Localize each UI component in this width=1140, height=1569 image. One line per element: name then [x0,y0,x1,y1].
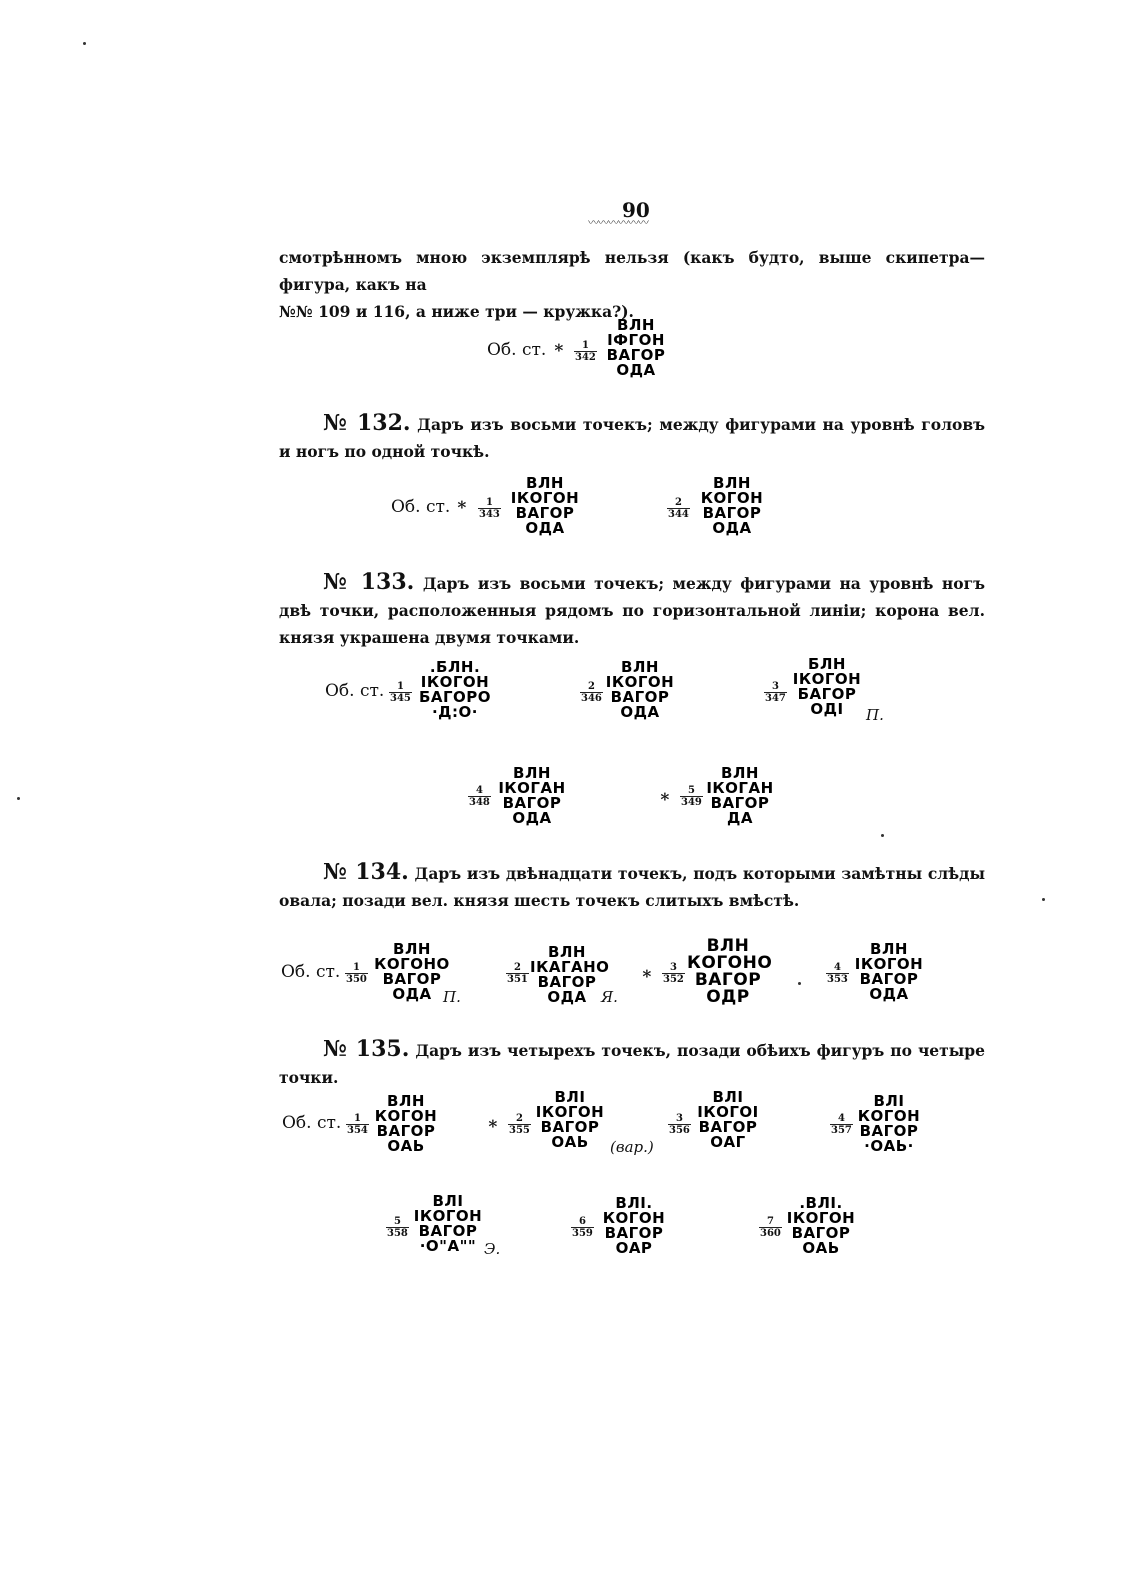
coin-line: ОДІ [810,700,844,718]
coin-line: ВАГОР [859,1122,919,1140]
frac-top: 1 [353,1113,361,1124]
coin-line: ОАЬ [802,1239,840,1257]
coin-line: ВЛН [387,1092,425,1110]
catalog-number [680,785,703,808]
source-note: Я. [601,988,618,1006]
coin-line: ІКОГОН [420,673,490,691]
coin-line: ВЛН [621,658,659,676]
coin-line: ІФГОН [607,331,665,349]
intro-paragraph [279,244,985,325]
stray-dot [798,982,801,985]
catalog-number [346,1113,369,1136]
coin-line: ВЛІ. [615,1194,653,1212]
ornament-rule: 〰〰〰〰〰〰 [588,216,648,229]
frac-bottom: 346 [581,693,602,704]
coin-line: ОДА [869,985,909,1003]
frac-bottom: 359 [572,1228,593,1239]
frac-top: 3 [675,1113,683,1124]
coin-line: БЛН [808,655,846,673]
coin-line: ІКОГОН [792,670,862,688]
catalog-number [830,1113,853,1136]
section-134-paragraph [279,859,985,914]
catalog-number [468,785,491,808]
coin-line: ВАГОР [694,970,762,990]
coin-line: ВЛІ [554,1088,586,1106]
intro-line-2: №№ 109 и 116, а ниже три — кружка?). [279,302,634,321]
frac-bottom: 351 [507,974,528,985]
coin-inscription [534,1090,606,1150]
coin-line: ВЛН [548,943,586,961]
catalog-number [580,681,603,704]
coin-line: ІКОГАН [706,779,774,797]
coin-line: ·ОАЬ· [864,1137,914,1155]
coin-inscription [852,942,926,1002]
coin-line: ВАГОР [710,794,770,812]
coin-inscription [370,1094,442,1154]
catalog-number [759,1216,782,1239]
coin-line: КОГОН [857,1107,921,1125]
asterisk-mark: ∗ [456,495,468,515]
source-note: П. [866,706,884,724]
asterisk-mark: ∗ [641,964,653,984]
source-note: Э. [484,1240,501,1258]
coin-line: КОГОНО [374,955,450,973]
frac-bottom: 358 [387,1228,408,1239]
coin-line: ОАР [615,1239,653,1257]
coin-line: КОГОН [700,489,764,507]
coin-inscription [604,660,676,720]
coin-line: ВЛН [870,940,908,958]
coin-inscription [706,766,774,826]
coin-inscription [854,1094,924,1154]
frac-top: 3 [771,681,779,692]
catalog-number [668,1113,691,1136]
coin-line: ОДА [525,519,565,537]
coin-inscription [693,476,771,536]
coin-line: ВАГОР [610,688,670,706]
coin-line: ВЛН [513,764,551,782]
coin-line: ОДА [512,809,552,827]
coin-line: ДА [727,809,753,827]
asterisk-mark: ∗ [487,1114,499,1134]
section-text: Даръ изъ двѣнадцати точекъ, подъ которыми замѣтны слѣды овала; позади вел. князя шесть точекъ слитыхъ вмѣстѣ. [279,864,986,910]
coin-line: ОДА [392,985,432,1003]
coin-line: ВАГОР [606,346,666,364]
frac-top: 7 [766,1216,774,1227]
coin-line: ·О"А"" [419,1237,477,1255]
coin-inscription [530,943,610,1006]
scan-speck [881,834,884,837]
coin-line: ОДА [620,703,660,721]
coin-line: ВАГОР [376,1122,436,1140]
coin-line: КОГОН [602,1209,666,1227]
catalog-number [764,681,787,704]
catalog-number [389,681,412,704]
ob-st-label: Об. ст. [487,340,547,360]
catalog-number [574,340,597,363]
frac-bottom: 347 [765,693,786,704]
coin-line: ВЛН [393,940,431,958]
section-number: № 133. [323,569,415,595]
coin-line: ІКАГАНО [530,958,610,976]
coin-line: ІКОГОН [786,1209,856,1227]
section-135-paragraph [279,1036,985,1091]
section-number: № 134. [323,859,409,885]
coin-line: .БЛН. [429,658,481,676]
coin-line: ВАГОР [418,1222,478,1240]
coin-line: ІКОГАН [498,779,566,797]
coin-line: ВАГОР [859,970,919,988]
asterisk-mark: ∗ [659,787,671,807]
frac-top: 1 [396,681,404,692]
coin-line: ОДА [616,361,656,379]
asterisk-mark: ∗ [553,338,565,358]
coin-inscription [498,766,566,826]
frac-bottom: 357 [831,1125,852,1136]
ob-st-label: Об. ст. [281,962,341,982]
frac-bottom: 354 [347,1125,368,1136]
coin-line: ІКОГОН [605,673,675,691]
frac-top: 5 [687,785,695,796]
coin-inscription [600,318,672,378]
variant-note: (вар.) [610,1138,654,1156]
frac-bottom: 353 [827,974,848,985]
coin-line: ВАГОР [791,1224,851,1242]
coin-inscription [786,1196,856,1256]
frac-top: 6 [578,1216,586,1227]
frac-bottom: 352 [663,974,684,985]
coin-line: ВАГОР [537,973,597,991]
frac-top: 1 [581,340,589,351]
frac-bottom: 348 [469,797,490,808]
coin-line: ВАГОР [702,504,762,522]
frac-top: 2 [515,1113,523,1124]
section-133-paragraph [279,569,985,651]
section-text: Даръ изъ восьми точекъ; между фигурами на уровнѣ головъ и ногъ по одной точкѣ. [279,415,985,461]
coin-line: ВЛІ [873,1092,905,1110]
coin-line: ВАГОР [540,1118,600,1136]
frac-top: 2 [513,962,521,973]
coin-line: ·Д:О· [431,703,478,721]
catalog-number [826,962,849,985]
coin-line: ІКОГОН [535,1103,605,1121]
catalog-number [667,497,690,520]
coin-line: .ВЛІ. [799,1194,843,1212]
frac-bottom: 350 [346,974,367,985]
coin-line: ІКОГОН [413,1207,483,1225]
frac-bottom: 344 [668,509,689,520]
frac-bottom: 345 [390,693,411,704]
coin-inscription [505,476,585,536]
coin-line: ОДА [712,519,752,537]
frac-top: 1 [352,962,360,973]
coin-line: КОГОНО [687,953,773,973]
frac-top: 5 [393,1216,401,1227]
coin-line: ВАГОР [698,1118,758,1136]
coin-inscription [597,1196,671,1256]
coin-line: ІКОГОН [854,955,924,973]
coin-line: ВЛІ [432,1192,464,1210]
scan-speck [1042,898,1045,901]
ob-st-label: Об. ст. [391,497,451,517]
coin-line: ОАЬ [387,1137,425,1155]
coin-line: ВЛІ [712,1088,744,1106]
catalog-number [506,962,529,985]
catalog-number [571,1216,594,1239]
source-note: П. [443,988,461,1006]
coin-line: ВАГОР [515,504,575,522]
coin-line: ВАГОР [382,970,442,988]
intro-line-1: смотрѣнномъ мною экземплярѣ нельзя (какъ будто, выше скипетра—фигура, какъ на [279,248,985,294]
catalog-number [386,1216,409,1239]
frac-top: 1 [485,497,493,508]
ob-st-label: Об. ст. [325,681,385,701]
catalog-number [662,962,685,985]
section-132-paragraph [279,410,985,465]
section-text: Даръ изъ восьми точекъ; между фигурами на уровнѣ ногъ двѣ точки, расположенныя рядомъ по горизонтальной линіи; корона вел. князя украшена двумя точками. [279,574,985,647]
frac-top: 4 [833,962,841,973]
coin-line: ОАГ [710,1133,746,1151]
section-number: № 132. [323,410,411,436]
frac-bottom: 356 [669,1125,690,1136]
frac-bottom: 342 [575,352,596,363]
catalog-number [345,962,368,985]
coin-line: КОГОН [374,1107,438,1125]
frac-top: 4 [837,1113,845,1124]
coin-line: ОДА [547,988,587,1006]
coin-inscription [374,942,450,1002]
frac-bottom: 343 [479,509,500,520]
coin-line: БАГОРО [418,688,492,706]
ob-st-label: Об. ст. [282,1113,342,1133]
scan-speck [17,797,20,800]
coin-inscription [412,1194,484,1254]
coin-line: ВАГОР [604,1224,664,1242]
coin-line: ІКОГОІ [697,1103,759,1121]
coin-line: ВЛН [706,936,750,956]
frac-bottom: 360 [760,1228,781,1239]
scan-speck [83,42,86,45]
coin-inscription [790,657,864,717]
page-number: 90 [622,198,650,222]
frac-top: 3 [669,962,677,973]
section-text: Даръ изъ четырехъ точекъ, позади обѣихъ фигуръ по четыре точки. [279,1041,985,1087]
section-number: № 135. [323,1036,410,1062]
coin-line: БАГОР [797,685,857,703]
frac-bottom: 355 [509,1125,530,1136]
frac-top: 2 [674,497,682,508]
coin-line: ОАЬ [551,1133,589,1151]
coin-line: ВАГОР [502,794,562,812]
coin-inscription [413,660,497,720]
frac-top: 2 [587,681,595,692]
catalog-number [478,497,501,520]
coin-line: ВЛН [713,474,751,492]
coin-line: ВЛН [721,764,759,782]
coin-line: ІКОГОН [510,489,580,507]
coin-inscription [687,936,773,1007]
coin-inscription [692,1090,764,1150]
coin-line: ВЛН [526,474,564,492]
coin-line: ВЛН [617,316,655,334]
catalog-number [508,1113,531,1136]
frac-top: 4 [475,785,483,796]
coin-line: ОДР [706,987,750,1007]
frac-bottom: 349 [681,797,702,808]
